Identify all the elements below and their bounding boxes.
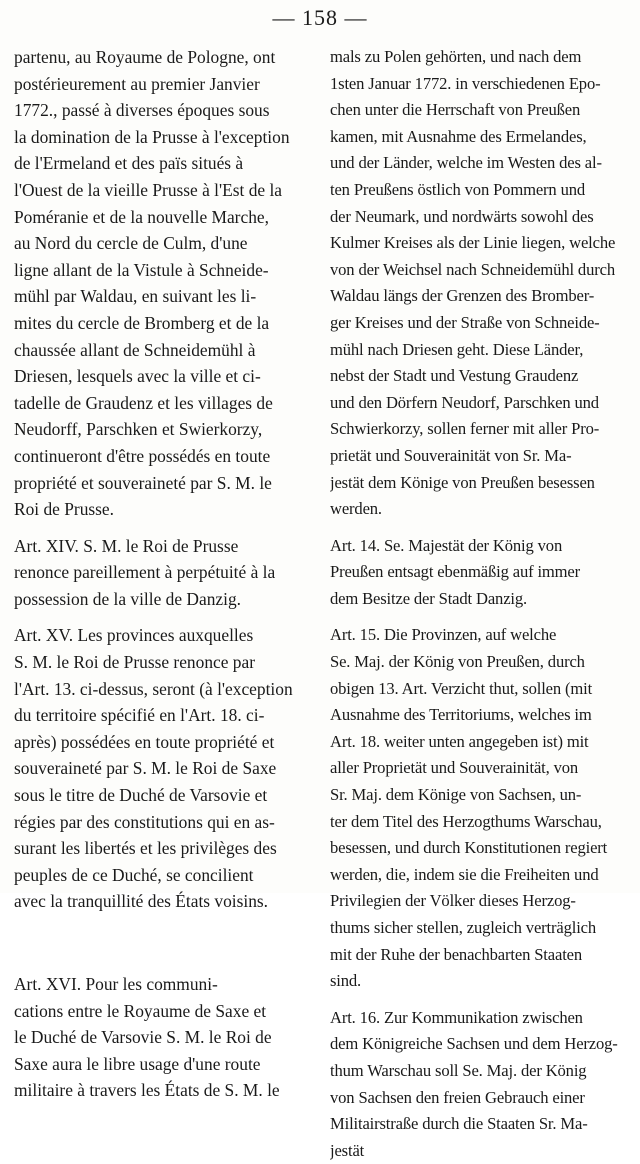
text-line: de l'Ermeland et des païs situés à <box>14 153 244 174</box>
french-column <box>14 44 312 1104</box>
text-line: Sr. Maj. dem Könige von Sachsen, un- <box>330 785 582 805</box>
text-line: nebst der Stadt und Vestung Graudenz <box>330 366 579 386</box>
text-line: avec la tranquillité des États voisins. <box>14 891 269 912</box>
text-line: jestät dem Könige von Preußen besessen <box>330 472 595 492</box>
text-line: 1sten Januar 1772. in verschiedenen Epo- <box>330 73 601 93</box>
text-line: S. M. le Roi de Prusse renonce par <box>14 652 256 673</box>
text-line: Poméranie et de la nouvelle Marche, <box>14 206 269 227</box>
text-line: mals zu Polen gehörten, und nach dem <box>330 47 582 66</box>
text-line: Art. XVI. Pour les communi- <box>14 974 218 994</box>
text-line: l'Ouest de la vieille Prusse à l'Est de la <box>14 179 283 200</box>
text-line: mites du cercle de Bromberg et de la <box>14 312 270 333</box>
text-line: Art. XV. Les provinces auxquelles <box>14 625 254 646</box>
text-line: Neudorff, Parschken et Swierkorzy, <box>14 419 263 440</box>
text-line: Se. Maj. der König von Preußen, durch <box>330 652 585 672</box>
text-line: und den Dörfern Neudorf, Parschken und <box>330 392 599 412</box>
text-line: kamen, mit Ausnahme des Ermelandes, <box>330 126 587 146</box>
text-line: Preußen entsagt ebenmäßig auf immer <box>330 562 581 582</box>
text-line: Ausnahme des Territoriums, welches im <box>330 705 592 725</box>
text-line: Kulmer Kreises als der Linie liegen, welche <box>330 233 616 253</box>
text-line: dem Königreiche Sachsen und dem Herzog- <box>330 1034 618 1054</box>
text-line: du territoire spécifié en l'Art. 18. ci- <box>14 705 265 726</box>
text-line: Art. 18. weiter unten angegeben ist) mit <box>330 731 589 751</box>
german-article-14 <box>330 533 628 613</box>
text-line: au Nord du cercle de Culm, d'une <box>14 233 248 254</box>
text-line: mühl par Waldau, en suivant les li- <box>14 286 257 307</box>
text-line: chen unter die Herrschaft von Preußen <box>330 100 581 120</box>
text-line: ligne allant de la Vistule à Schneide- <box>14 259 269 280</box>
french-article-15 <box>14 622 312 915</box>
text-line: ten Preußens östlich von Pommern und <box>330 179 586 199</box>
text-line: postérieurement au premier Janvier <box>14 73 260 94</box>
text-line: Art. 14. Se. Majestät der König von <box>330 535 563 555</box>
text-line: 1772., passé à diverses époques sous <box>14 100 270 121</box>
text-line: mühl nach Driesen geht. Diese Länder, <box>330 339 584 359</box>
german-column <box>330 44 628 1164</box>
text-line: Roi de Prusse. <box>14 499 114 520</box>
text-line: surant les libertés et les privilèges des <box>14 838 277 859</box>
french-paragraph-continuation <box>14 44 312 523</box>
french-article-14 <box>14 533 312 613</box>
text-line: dem Besitze der Stadt Danzig. <box>330 588 528 608</box>
text-line: propriété et souveraineté par S. M. le <box>14 472 272 493</box>
text-line: partenu, au Royaume de Pologne, ont <box>14 47 276 67</box>
text-line: Driesen, lesquels avec la ville et ci- <box>14 366 261 387</box>
text-line: Art. 15. Die Provinzen, auf welche <box>330 625 557 645</box>
text-line: Saxe aura le libre usage d'une route <box>14 1053 261 1074</box>
text-line: sous le titre de Duché de Varsovie et <box>14 785 268 806</box>
text-line: continueront d'être possédés en toute <box>14 445 271 466</box>
text-line: der Neumark, und nordwärts sowohl des <box>330 206 594 226</box>
text-line: jestät <box>330 1140 365 1160</box>
text-line: thums sicher stellen, zugleich verträglich <box>330 918 597 937</box>
text-line: Art. 16. Zur Kommunikation zwischen <box>330 1007 583 1027</box>
text-line: von Sachsen den freien Gebrauch einer <box>330 1087 585 1107</box>
text-line: thum Warschau soll Se. Maj. der König <box>330 1060 587 1080</box>
text-line: militaire à travers les États de S. M. le <box>14 1080 280 1101</box>
text-line: sind. <box>330 971 362 991</box>
french-article-16 <box>14 971 312 1104</box>
german-paragraph-continuation <box>330 44 628 523</box>
text-line: Art. XIV. S. M. le Roi de Prusse <box>14 535 239 556</box>
text-line: possession de la ville de Danzig. <box>14 588 241 609</box>
text-line: régies par des constitutions qui en as- <box>14 811 275 832</box>
text-line: renonce pareillement à perpétuité à la <box>14 562 276 583</box>
text-line: Militairstraße durch die Staaten Sr. Ma- <box>330 1114 588 1134</box>
text-line: Schwierkorzy, sollen ferner mit aller Pro- <box>330 419 600 439</box>
text-line: mit der Ruhe der benachbarten Staaten <box>330 944 583 964</box>
german-article-15 <box>330 622 628 994</box>
text-line: prietät und Souverainität von Sr. Ma- <box>330 445 572 465</box>
text-line: besessen, und durch Konstitutionen regiert <box>330 838 608 858</box>
text-line: Waldau längs der Grenzen des Bromber- <box>330 286 595 306</box>
text-line: le Duché de Varsovie S. M. le Roi de <box>14 1027 272 1048</box>
text-line: l'Art. 13. ci-dessus, seront (à l'exception <box>14 678 293 699</box>
page-number: — 158 — <box>272 5 368 30</box>
text-line: werden, die, indem sie die Freiheiten und <box>330 864 599 884</box>
text-line: chaussée allant de Schneidemühl à <box>14 339 256 360</box>
german-article-16 <box>330 1005 628 1164</box>
text-line: tadelle de Graudenz et les villages de <box>14 392 273 413</box>
text-line: peuples de ce Duché, se concilient <box>14 864 254 885</box>
text-line: obigen 13. Art. Verzicht thut, sollen (mit <box>330 678 593 698</box>
text-line: werden. <box>330 499 382 519</box>
text-line: cations entre le Royaume de Saxe et <box>14 1000 267 1021</box>
column-divider <box>320 44 321 884</box>
text-line: ter dem Titel des Herzogthums Warschau, <box>330 811 602 831</box>
text-line: von der Weichsel nach Schneidemühl durch <box>330 259 615 279</box>
text-line: und der Länder, welche im Westen des al- <box>330 153 602 173</box>
text-line: souveraineté par S. M. le Roi de Saxe <box>14 758 277 779</box>
text-line: Privilegien der Völker dieses Herzog- <box>330 891 576 911</box>
text-line: la domination de la Prusse à l'exception <box>14 126 290 147</box>
text-line: ger Kreises und der Straße von Schneide- <box>330 312 600 332</box>
text-line: après) possédées en toute propriété et <box>14 731 275 752</box>
text-line: aller Proprietät und Souverainität, von <box>330 758 579 778</box>
